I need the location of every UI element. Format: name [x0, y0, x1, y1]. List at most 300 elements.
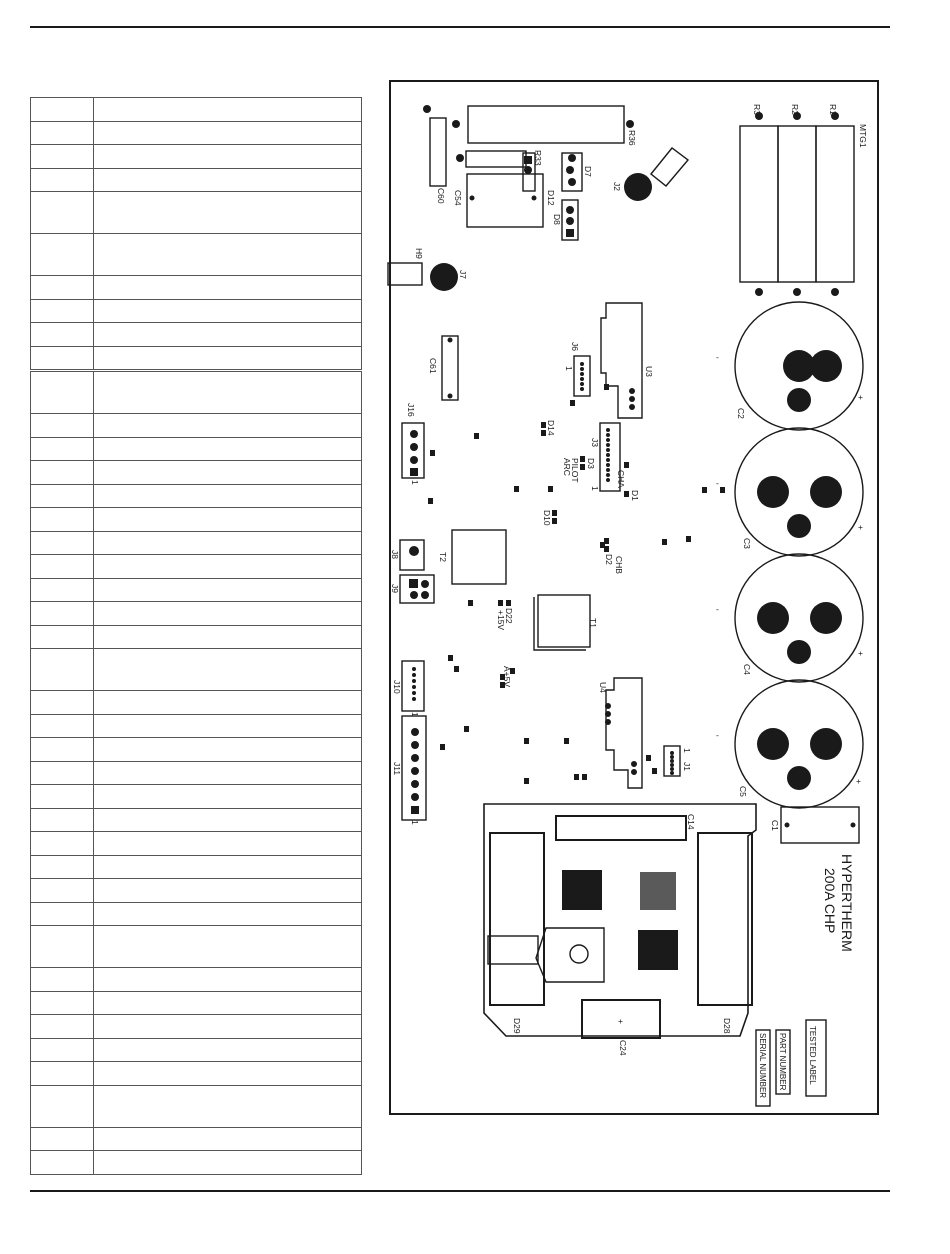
label-plus15v: +15V [496, 610, 506, 631]
description-cell [94, 121, 362, 145]
pad-u4-4 [631, 761, 637, 767]
label-j1: J1 [682, 762, 692, 771]
table-row [31, 508, 362, 532]
connector-j1-pin [670, 771, 674, 775]
item-number-cell [31, 1151, 94, 1175]
table-row [31, 555, 362, 579]
label-r2: R2 [790, 104, 800, 115]
smd-1 [474, 433, 479, 439]
item-number-cell [31, 168, 94, 192]
description-cell [94, 968, 362, 992]
smd-20 [686, 536, 691, 542]
connector-j3-pin [606, 443, 610, 447]
item-number-cell [31, 121, 94, 145]
table-row [31, 192, 362, 234]
connector-j6-pin [580, 387, 584, 391]
pad-d12-a [524, 166, 532, 174]
item-number-cell [31, 968, 94, 992]
pad-j16-2 [410, 443, 418, 451]
connector-h9 [388, 263, 422, 285]
smd-5 [428, 498, 433, 504]
table-row [31, 855, 362, 879]
connector-j3-pin [606, 453, 610, 457]
connector-j10-pin [412, 691, 416, 695]
description-cell [94, 649, 362, 691]
item-number-cell [31, 602, 94, 626]
description-cell [94, 555, 362, 579]
description-cell [94, 761, 362, 785]
connector-j6-pin [580, 367, 584, 371]
description-cell [94, 808, 362, 832]
label-c14: C14 [686, 814, 696, 830]
table-row [31, 145, 362, 169]
label-mtg1: MTG1 [858, 124, 868, 148]
table-row [31, 484, 362, 508]
label-j1-pin: 1 [682, 748, 692, 753]
connector-j10-pin [412, 667, 416, 671]
pad-c61-a [448, 338, 453, 343]
resistor-r2 [778, 126, 816, 282]
connector-j1-pin [670, 767, 674, 771]
description-cell [94, 168, 362, 192]
connector-j6-pin [580, 382, 584, 386]
pad-d8-b [566, 217, 574, 225]
label-d29: D29 [512, 1018, 522, 1034]
label-pilot: PILOT [570, 458, 580, 483]
pad-j8-1 [409, 546, 419, 556]
pad-j9-4 [421, 591, 429, 599]
footer-rule [30, 1190, 890, 1192]
minus-c5: - [716, 730, 719, 740]
label-d7: D7 [583, 166, 593, 177]
label-j8: J8 [390, 550, 400, 559]
pad-r36 [626, 120, 634, 128]
smd-18 [604, 546, 609, 552]
smd-13 [624, 491, 629, 497]
pad-j9-1 [409, 579, 418, 588]
description-cell [94, 1038, 362, 1062]
label-part-number: PART NUMBER [778, 1033, 787, 1091]
description-cell [94, 578, 362, 602]
label-d28: D28 [722, 1018, 732, 1034]
cap-c3-term-b [810, 476, 842, 508]
table-row [31, 808, 362, 832]
pad-j16-4 [410, 468, 418, 476]
board-outline [390, 81, 878, 1114]
description-cell [94, 276, 362, 300]
plus-c3: + [858, 522, 863, 532]
item-number-cell [31, 192, 94, 234]
label-c61: C61 [428, 358, 438, 374]
table-row [31, 346, 362, 370]
label-c2: C2 [736, 408, 746, 419]
pad-j11-4 [411, 767, 419, 775]
item-number-cell [31, 437, 94, 461]
description-cell [94, 346, 362, 370]
description-cell [94, 832, 362, 856]
item-number-cell [31, 902, 94, 926]
cap-c2-term-c [787, 388, 811, 412]
plus-c24: + [618, 1016, 623, 1026]
cap-c5-term-a [757, 728, 789, 760]
item-number-cell [31, 234, 94, 276]
item-number-cell [31, 555, 94, 579]
connector-j3-pin [606, 463, 610, 467]
smd-23 [468, 600, 473, 606]
label-j11-pin: 1 [410, 820, 420, 825]
smd-38 [646, 755, 651, 761]
connector-j3-pin [606, 438, 610, 442]
label-cha: CHA [616, 470, 626, 488]
minus-c4: - [716, 604, 719, 614]
label-j7: J7 [458, 270, 468, 279]
description-cell [94, 926, 362, 968]
cap-c4-term-c [787, 640, 811, 664]
label-arc: ARC [562, 458, 572, 476]
pad-r3-bot [755, 288, 763, 296]
pad-j11-2 [411, 741, 419, 749]
smd-11 [570, 400, 575, 406]
description-cell [94, 98, 362, 122]
item-number-cell [31, 531, 94, 555]
heatsink-tab [488, 936, 538, 964]
smd-36 [574, 774, 579, 780]
description-cell [94, 1127, 362, 1151]
description-cell [94, 714, 362, 738]
header-rule [30, 26, 890, 28]
table-row [31, 602, 362, 626]
item-number-cell [31, 1038, 94, 1062]
label-r3: R3 [752, 104, 762, 115]
label-j6-pin: 1 [564, 366, 574, 371]
item-number-cell [31, 98, 94, 122]
pad-u3-1 [629, 388, 635, 394]
pad-c61-b [448, 394, 453, 399]
cap-c1 [781, 807, 859, 843]
item-number-cell [31, 145, 94, 169]
label-c54: C54 [453, 190, 463, 206]
pad-j9-2 [421, 580, 429, 588]
connector-j10-pin [412, 673, 416, 677]
item-number-cell [31, 991, 94, 1015]
brand-label: HYPERTHERM [839, 854, 855, 952]
connector-j3-pin [606, 448, 610, 452]
smd-19 [662, 539, 667, 545]
table-row [31, 832, 362, 856]
connector-j10-pin [412, 679, 416, 683]
igbt-q2 [640, 872, 676, 910]
item-number-cell [31, 414, 94, 438]
item-number-cell [31, 578, 94, 602]
connector-j6-pin [580, 372, 584, 376]
connector-j6-pin [580, 362, 584, 366]
pad-j11-3 [411, 754, 419, 762]
pad-d12-b [524, 156, 532, 164]
pad-d8-c [566, 229, 574, 237]
pad-u4-3 [605, 719, 611, 725]
label-d2: D2 [604, 554, 614, 565]
label-j2: J2 [612, 182, 622, 191]
pad-j16-3 [410, 456, 418, 464]
label-d14: D14 [546, 420, 556, 436]
label-r33: R33 [533, 150, 543, 166]
pad-u3-3 [629, 404, 635, 410]
description-cell [94, 145, 362, 169]
smd-2 [430, 450, 435, 456]
pad-r33-a [456, 154, 464, 162]
label-d10: D10 [542, 510, 552, 526]
smd-37 [582, 774, 587, 780]
ic-u3 [601, 303, 642, 418]
description-cell [94, 855, 362, 879]
label-r36: R36 [627, 130, 637, 146]
description-cell [94, 531, 362, 555]
label-h9: H9 [414, 248, 424, 259]
pad-d7-b [568, 154, 576, 162]
label-j6: J6 [570, 342, 580, 351]
pad-d7-a [566, 166, 574, 174]
smd-26 [448, 655, 453, 661]
pad-r1-bot [831, 288, 839, 296]
pad-c54-a [470, 196, 475, 201]
cap-c2-term-b [810, 350, 842, 382]
label-j16: J16 [406, 403, 416, 417]
description-cell [94, 192, 362, 234]
item-number-cell [31, 832, 94, 856]
label-j10: J10 [392, 680, 402, 694]
connector-j1-pin [670, 755, 674, 759]
igbt-q3 [638, 930, 678, 970]
connector-j3-pin [606, 433, 610, 437]
connector-j2-body [651, 148, 688, 186]
pad-j11-1 [411, 728, 419, 736]
smd-22 [720, 487, 725, 493]
pad-c60-b [452, 120, 460, 128]
connector-j3-pin [606, 478, 610, 482]
igbt-module-outline [484, 804, 756, 1036]
item-number-cell [31, 738, 94, 762]
description-cell [94, 484, 362, 508]
label-j11: J11 [392, 762, 402, 776]
label-c4: C4 [742, 664, 752, 675]
description-cell [94, 991, 362, 1015]
description-cell [94, 1062, 362, 1086]
pcb-layout-diagram [386, 78, 882, 1118]
description-cell [94, 902, 362, 926]
minus-c3: - [716, 478, 719, 488]
resistor-r1 [816, 126, 854, 282]
cap-c60 [430, 118, 446, 186]
smd-10 [604, 384, 609, 390]
label-j10-pin: 1 [410, 712, 420, 717]
item-number-cell [31, 1062, 94, 1086]
table-row [31, 168, 362, 192]
label-c5: C5 [738, 786, 748, 797]
table-row [31, 879, 362, 903]
description-cell [94, 879, 362, 903]
table-row [31, 1085, 362, 1127]
plus-c2: + [858, 392, 863, 402]
pad-u3-2 [629, 396, 635, 402]
table-row [31, 902, 362, 926]
label-c1: C1 [770, 820, 780, 831]
smd-32 [440, 744, 445, 750]
resistor-r3 [740, 126, 778, 282]
parts-table-lower [30, 371, 362, 1175]
table-row [31, 1038, 362, 1062]
pad-j9-3 [410, 591, 418, 599]
pad-d8-a [566, 206, 574, 214]
plus-c5: + [856, 776, 861, 786]
smd-3 [514, 486, 519, 492]
description-cell [94, 602, 362, 626]
description-cell [94, 323, 362, 347]
diode-d28 [698, 833, 752, 1005]
connector-j1-pin [670, 751, 674, 755]
smd-27 [454, 666, 459, 672]
item-number-cell [31, 461, 94, 485]
label-r1: R1 [828, 104, 838, 115]
table-row [31, 1015, 362, 1039]
label-c24: C24 [618, 1040, 628, 1056]
item-number-cell [31, 484, 94, 508]
item-number-cell [31, 372, 94, 414]
label-d8: D8 [552, 214, 562, 225]
table-row [31, 1127, 362, 1151]
table-row [31, 625, 362, 649]
item-number-cell [31, 855, 94, 879]
description-cell [94, 1151, 362, 1175]
item-number-cell [31, 714, 94, 738]
item-number-cell [31, 276, 94, 300]
item-number-cell [31, 508, 94, 532]
label-j3: J3 [590, 438, 600, 447]
smd-12 [624, 462, 629, 468]
item-number-cell [31, 299, 94, 323]
table-row [31, 299, 362, 323]
pad-j11-6 [411, 793, 419, 801]
transformer-t1 [538, 595, 590, 647]
igbt-q1 [562, 870, 602, 910]
pad-j11-5 [411, 780, 419, 788]
model-label: 200A CHP [822, 868, 838, 934]
label-a-plus5v: A+5V [502, 666, 512, 688]
item-number-cell [31, 785, 94, 809]
connector-j3-pin [606, 468, 610, 472]
table-row [31, 98, 362, 122]
description-cell [94, 299, 362, 323]
smd-31 [464, 726, 469, 732]
cap-c4-term-a [757, 602, 789, 634]
table-row [31, 968, 362, 992]
item-number-cell [31, 879, 94, 903]
pad-c54-b [532, 196, 537, 201]
label-tested: TESTED LABEL [808, 1026, 817, 1085]
smd-35 [524, 778, 529, 784]
smd-21 [702, 487, 707, 493]
label-d3: D3 [586, 458, 596, 469]
connector-j10-pin [412, 697, 416, 701]
diode-d29 [490, 833, 544, 1005]
description-cell [94, 372, 362, 414]
table-row [31, 437, 362, 461]
label-d12: D12 [546, 190, 556, 206]
item-number-cell [31, 926, 94, 968]
pad-u4-2 [605, 711, 611, 717]
table-row [31, 738, 362, 762]
description-cell [94, 1015, 362, 1039]
label-u4: U4 [598, 682, 608, 693]
table-row [31, 323, 362, 347]
connector-j6-pin [580, 377, 584, 381]
description-cell [94, 508, 362, 532]
description-cell [94, 738, 362, 762]
pad-c1-b [851, 823, 856, 828]
cap-c61 [442, 336, 458, 400]
table-row [31, 1151, 362, 1175]
cap-c5-term-b [810, 728, 842, 760]
label-d22: D22 [504, 608, 514, 624]
table-row [31, 785, 362, 809]
description-cell [94, 414, 362, 438]
connector-j3-pin [606, 428, 610, 432]
label-serial-number: SERIAL NUMBER [758, 1033, 767, 1099]
table-row [31, 649, 362, 691]
item-number-cell [31, 649, 94, 691]
item-number-cell [31, 1127, 94, 1151]
smd-17 [604, 538, 609, 544]
smd-6 [541, 422, 546, 428]
cap-c4-term-b [810, 602, 842, 634]
smd-39 [652, 768, 657, 774]
description-cell [94, 234, 362, 276]
description-cell [94, 437, 362, 461]
table-row [31, 578, 362, 602]
table-row [31, 714, 362, 738]
label-chb: CHB [614, 556, 624, 574]
item-number-cell [31, 1085, 94, 1127]
minus-c2: - [716, 352, 719, 362]
connector-j1-pin [670, 759, 674, 763]
table-row [31, 414, 362, 438]
table-row [31, 372, 362, 414]
item-number-cell [31, 1015, 94, 1039]
pad-c60-a [423, 105, 431, 113]
connector-j3-pin [606, 473, 610, 477]
table-row [31, 991, 362, 1015]
table-row [31, 121, 362, 145]
connector-c14 [556, 816, 686, 840]
connector-j1-pin [670, 763, 674, 767]
pad-j16-1 [410, 430, 418, 438]
label-j9: J9 [390, 584, 400, 593]
smd-34 [564, 738, 569, 744]
table-row [31, 234, 362, 276]
description-cell [94, 785, 362, 809]
table-row [31, 926, 362, 968]
heatsink-hole [570, 945, 588, 963]
label-t1: T1 [588, 618, 598, 628]
smd-4 [548, 486, 553, 492]
item-number-cell [31, 691, 94, 715]
connector-j3-pin [606, 458, 610, 462]
pad-j11-7 [411, 806, 419, 814]
label-j16-pin: 1 [410, 480, 420, 485]
table-row [31, 461, 362, 485]
item-number-cell [31, 625, 94, 649]
description-cell [94, 1085, 362, 1127]
description-cell [94, 691, 362, 715]
